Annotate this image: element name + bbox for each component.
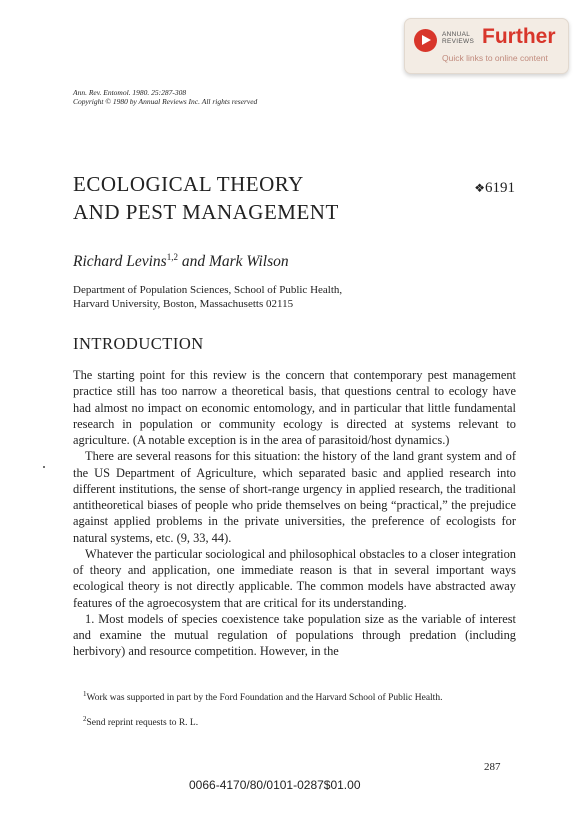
authors-and: and (181, 253, 206, 271)
price-code: 0066-4170/80/0101-0287$01.00 (189, 778, 361, 792)
badge-reviews-text: REVIEWS (442, 38, 475, 45)
paragraph-3: Whatever the particular sociological and philosophical obstacles to a closer integration of theory and application, one immediate reason is that in several important ways ecological theory is not directly applicable. The common models have abstracted away features of the agroecosystem that are critical for its understanding. (73, 546, 516, 610)
paragraph-1: The starting point for this review is the concern that contemporary pest management practice still has too narrow a theoretical basis, that questions central to ecology have had almost no impact on economic entomology, and in particular that little fundamental research in population or community ecology is directed at systems relevant to agriculture. (A notable exception is in the area of parasitoid/host dynamics.) (73, 368, 516, 447)
footnote-2 (73, 713, 516, 729)
journal-copyright: Copyright © 1980 by Annual Reviews Inc. All rights reserved (73, 97, 258, 106)
article-title-line1: ECOLOGICAL THEORY (73, 172, 304, 196)
article-code-number: 6191 (485, 180, 515, 196)
authors (73, 252, 289, 271)
footnote-1-mark: 1 (83, 690, 87, 698)
footnote-2-text: Send reprint requests to R. L. (86, 718, 199, 729)
scan-speck (43, 466, 45, 468)
section-heading: INTRODUCTION (73, 334, 204, 353)
author-levins: Richard Levins (73, 253, 167, 271)
paragraph-2: There are several reasons for this situation: the history of the land grant system and of the US Department of Agriculture, which separated basic and applied research into different institutions, the sense of short-range urgency in applied research, the traditional antitheoretical biases of people who pride themselves on being “practical,” the prejudice against applied problems in the private universities, the preference of ecologists for natural systems, etc. (9, 33, 44). (73, 449, 516, 545)
further-badge[interactable] (404, 18, 569, 74)
badge-annual-text: ANNUAL (442, 31, 471, 38)
author-levins-sup: 1,2 (166, 252, 178, 262)
footnote-2-mark: 2 (83, 715, 87, 723)
article-title-line2: AND PEST MANAGEMENT (73, 200, 339, 224)
affiliation-line2: Harvard University, Boston, Massachusetts 02115 (73, 298, 294, 310)
article-body (73, 367, 516, 660)
annual-reviews-logo-icon (414, 29, 437, 52)
footnote-1-text: Work was supported in part by the Ford Foundation and the Harvard School of Public Health. (86, 693, 443, 704)
badge-further-text: Further (482, 25, 556, 48)
author-wilson: Mark Wilson (208, 253, 289, 271)
journal-citation: Ann. Rev. Entomol. 1980. 25:287-308 (73, 88, 187, 97)
diamond-icon: ❖ (474, 181, 485, 195)
article-code (474, 180, 515, 197)
footnote-1 (73, 688, 516, 704)
page-number: 287 (484, 761, 501, 773)
badge-subtitle: Quick links to online content (442, 53, 548, 63)
affiliation-line1: Department of Population Sciences, School of Public Health, (73, 284, 343, 296)
paragraph-4: 1. Most models of species coexistence take population size as the variable of interest and examine the mutual regulation of populations through predation (including herbivory) and resource competition. However, in the (73, 611, 516, 659)
